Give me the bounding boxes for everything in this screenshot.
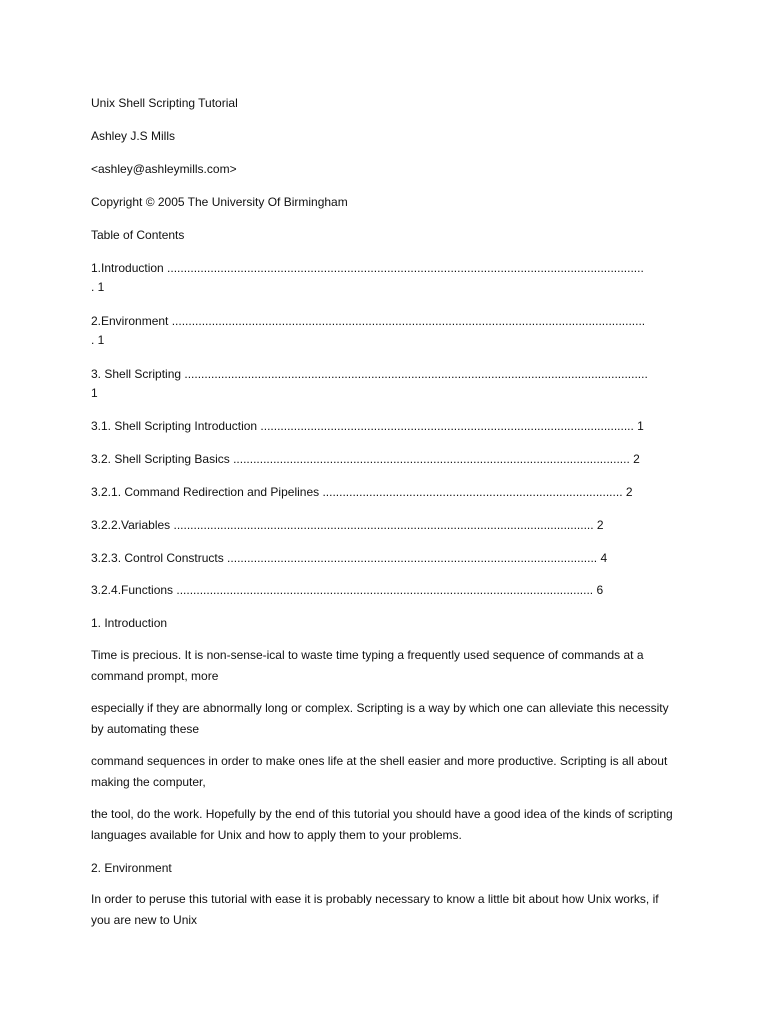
toc-entry: 3.2. Shell Scripting Basics ....................................................................................................................... 2 — [91, 452, 640, 466]
toc-entry: 3.2.4.Functions ............................................................................................................................. 6 — [91, 583, 604, 597]
toc-entry: 3. Shell Scripting ........................................................................................................................................... — [91, 367, 648, 381]
toc-entry-page: 1 — [91, 386, 98, 400]
author-email: <ashley@ashleymills.com> — [91, 162, 237, 176]
toc-entry-page: . 1 — [91, 280, 105, 294]
toc-entry-page: . 1 — [91, 333, 105, 347]
body-paragraph: command sequences in order to make ones life at the shell easier and more productive. Scripting is all about making the computer, — [91, 754, 668, 789]
document-title: Unix Shell Scripting Tutorial — [91, 96, 238, 110]
body-paragraph: In order to peruse this tutorial with ease it is probably necessary to know a little bit about how Unix works, if you are new to Unix — [91, 892, 659, 927]
section-heading-introduction: 1. Introduction — [91, 616, 168, 630]
toc-entry: 1.Introduction ............................................................................................................................................... — [91, 261, 644, 275]
toc-entry: 3.2.1. Command Redirection and Pipelines .......................................................................................... 2 — [91, 485, 633, 499]
toc-entry: 3.2.2.Variables .............................................................................................................................. 2 — [91, 518, 604, 532]
toc-entry: 2.Environment .............................................................................................................................................. — [91, 314, 646, 328]
toc-entry: 3.2.3. Control Constructs ............................................................................................................... 4 — [91, 551, 608, 565]
section-heading-environment: 2. Environment — [91, 861, 172, 875]
body-paragraph: Time is precious. It is non-sense-ical to waste time typing a frequently used sequence of commands at a command prompt, more — [91, 648, 644, 683]
copyright-line: Copyright © 2005 The University Of Birmingham — [91, 195, 348, 209]
body-paragraph: especially if they are abnormally long or complex. Scripting is a way by which one can alleviate this necessity by automating these — [91, 701, 669, 736]
author-name: Ashley J.S Mills — [91, 129, 176, 143]
body-paragraph: the tool, do the work. Hopefully by the end of this tutorial you should have a good idea of the kinds of scripting languages available for Unix and how to apply them to your problems. — [91, 807, 673, 842]
toc-entry: 3.1. Shell Scripting Introduction ................................................................................................................ 1 — [91, 419, 644, 433]
toc-heading: Table of Contents — [91, 228, 185, 242]
